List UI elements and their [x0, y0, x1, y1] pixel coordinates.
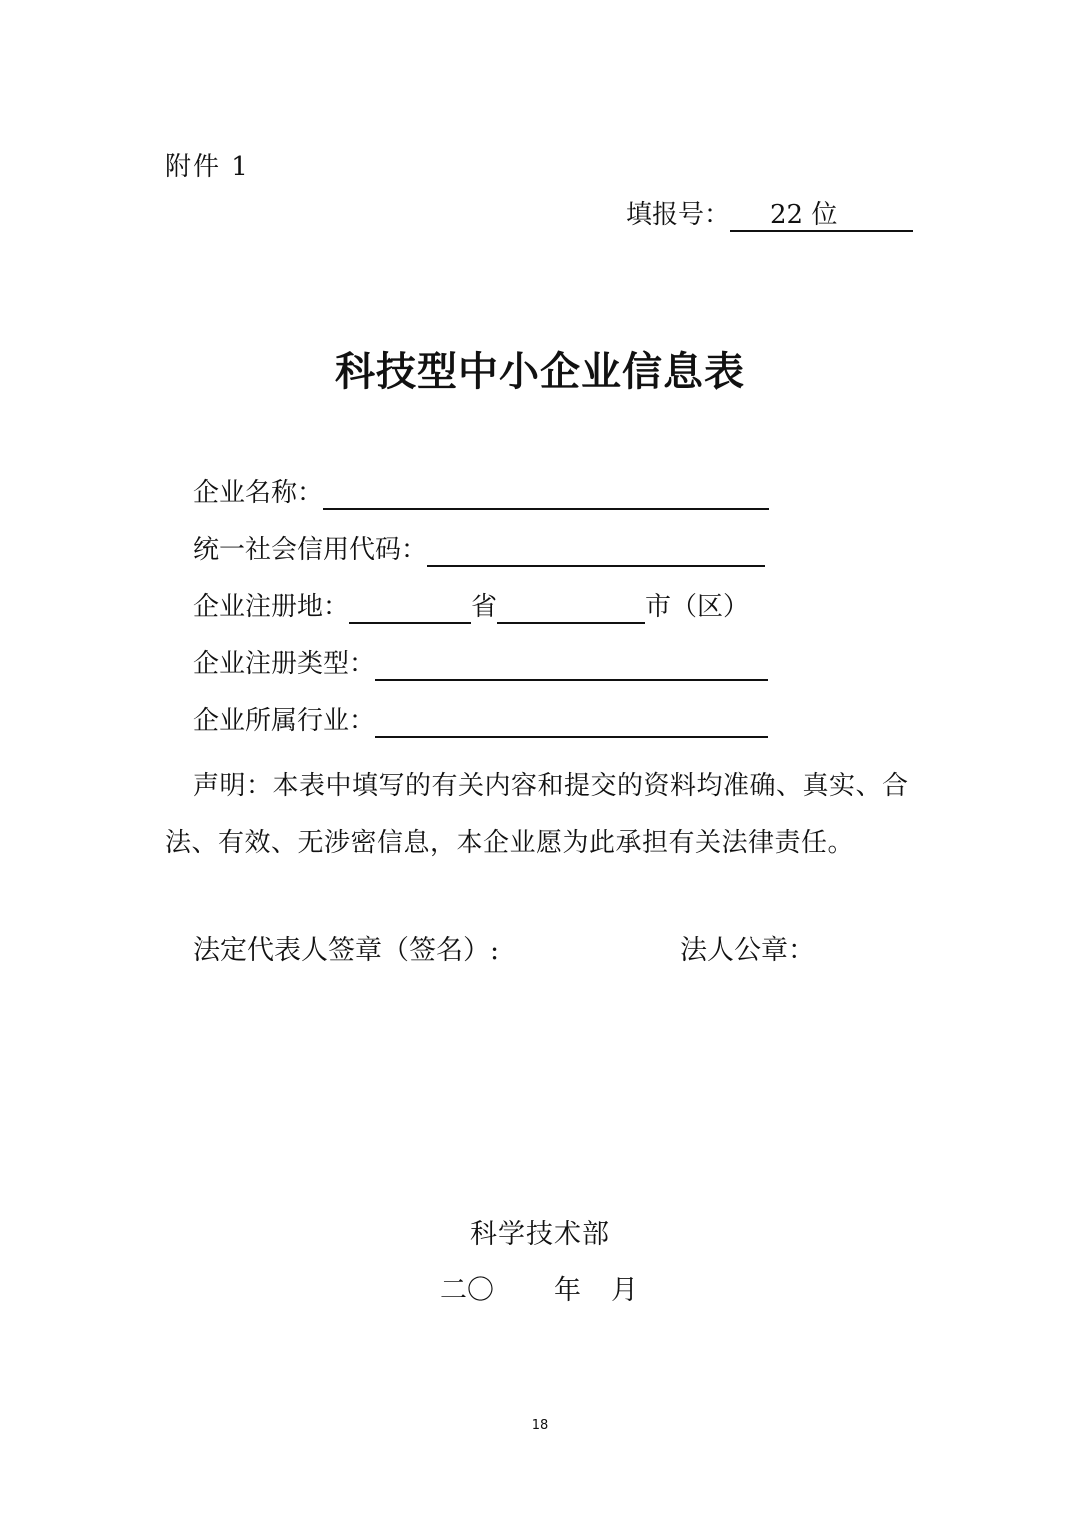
legal-rep-signature-label: 法定代表人签章（签名）:	[193, 935, 500, 966]
issuer-name: 科学技术部	[470, 1219, 610, 1250]
industry-row	[193, 704, 768, 738]
year-label: 年	[554, 1275, 581, 1306]
city-field[interactable]	[497, 594, 645, 624]
credit-code-row	[193, 533, 765, 567]
industry-label: 企业所属行业：	[193, 706, 376, 736]
page-title: 科技型中小企业信息表	[335, 349, 745, 395]
date-prefix: 二〇	[440, 1275, 494, 1306]
registration-type-row	[193, 647, 768, 681]
company-name-label: 企业名称：	[193, 478, 324, 508]
registered-place-row	[193, 590, 749, 624]
registration-type-field[interactable]	[375, 651, 768, 681]
company-name-row	[193, 476, 769, 510]
attachment-label: 附件 1	[165, 152, 250, 182]
filing-number-value[interactable]: 22 位	[730, 200, 913, 232]
city-label: 市（区）	[645, 592, 750, 622]
province-label: 省	[471, 592, 498, 622]
province-field[interactable]	[349, 594, 471, 624]
industry-field[interactable]	[375, 708, 768, 738]
page-number: 18	[531, 1418, 549, 1433]
registration-type-label: 企业注册类型：	[193, 649, 376, 679]
month-label: 月	[611, 1275, 638, 1306]
date-line	[440, 1268, 638, 1307]
registered-place-label: 企业注册地：	[193, 592, 350, 622]
credit-code-field[interactable]	[427, 537, 765, 567]
filing-number-label: 填报号：	[626, 200, 731, 230]
company-name-field[interactable]	[323, 480, 769, 510]
filing-number	[626, 194, 913, 232]
corporate-seal-label: 法人公章：	[680, 935, 815, 966]
declaration-text: 声明：本表中填写的有关内容和提交的资料均准确、真实、合法、有效、无涉密信息，本企业愿为此承担有关法律责任。	[165, 771, 909, 858]
credit-code-label: 统一社会信用代码：	[193, 535, 428, 565]
